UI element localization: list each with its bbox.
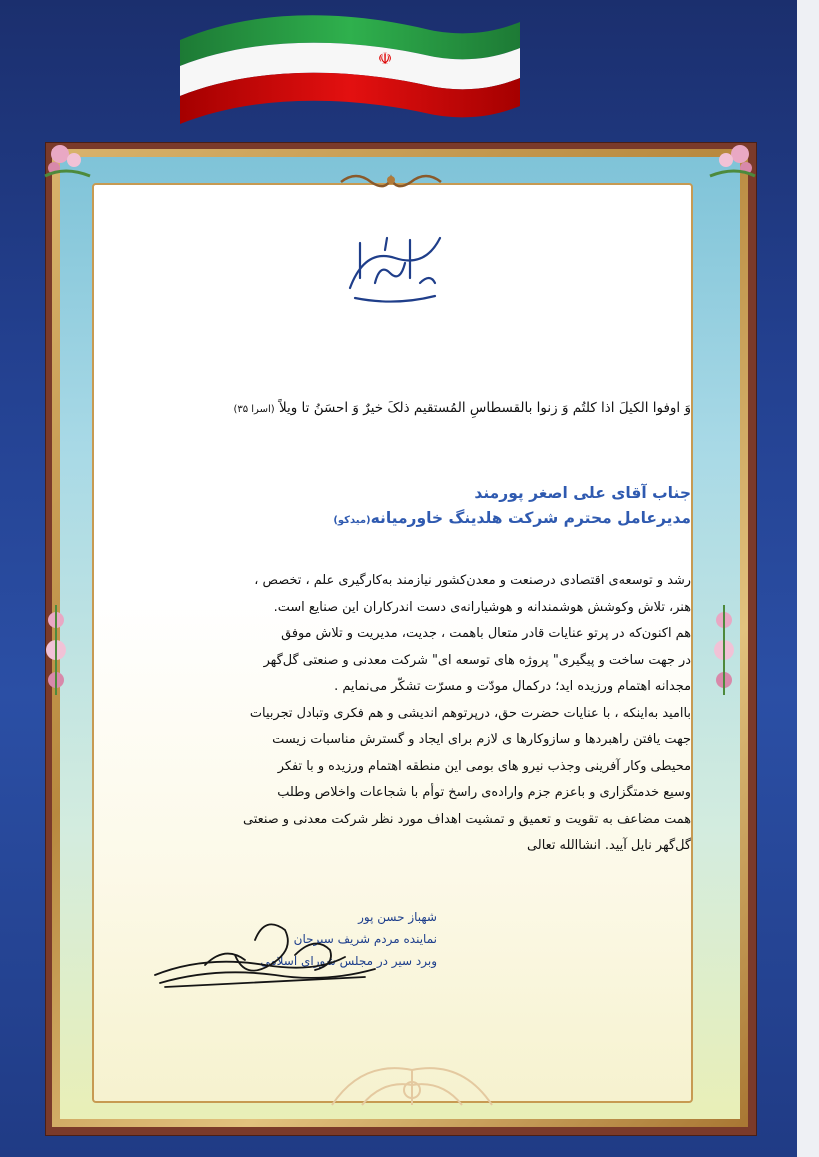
svg-text:☫: ☫ (377, 49, 393, 68)
recipient-title-text: مدیرعامل محترم شرکت هلدینگ خاورمیانه (370, 509, 691, 527)
top-scroll-ornament (336, 170, 446, 192)
basmala-calligraphy-logo (335, 228, 455, 308)
body-line: مجدانه اهتمام ورزیده اید؛ درکمال مودّت و مسرّت تشکّر می‌نمایم . (334, 679, 691, 694)
body-line: هنر، تلاش وکوشش هوشمندانه و هوشیارانه‌ی دست اندرکاران این صنایع است. (273, 599, 691, 615)
body-line: وسیع خدمتگزاری و باعزم جزم واراده‌ی راسخ توأم با شجاعات واخلاص وطلب (277, 785, 691, 800)
corner-flower-ornament (40, 136, 100, 186)
side-flower-ornament (704, 600, 744, 700)
side-flower-ornament (36, 600, 76, 700)
body-line: محیطی وکار آفرینی وجذب نیرو های بومی این منطقه اهتمام ورزیده و با تفکر (277, 758, 691, 774)
verse-reference: (اسرا ۳۵) (233, 404, 275, 415)
signer-role: نماینده مردم شریف سیرجان (293, 932, 437, 946)
handwritten-signature (145, 895, 385, 1005)
body-line: هم اکنون‌که در پرتو عنایات قادر متعال باهمت ، جدیت، مدیریت و تلاش موفق (281, 626, 691, 641)
bottom-arabesque-ornament (322, 1050, 502, 1110)
body-line: در جهت ساخت و پیگیری" پروژه های توسعه ای" شرکت معدنی و صنعتی گل‌گهر (263, 652, 691, 668)
signer-name: شهباز حسن پور (358, 910, 437, 924)
body-line: گل‌گهر نایل آیید. انشاالله تعالی (527, 838, 691, 853)
quran-verse (233, 400, 691, 416)
recipient-title-note: (میدکو) (333, 515, 371, 526)
body-line: جهت یافتن راهبردها و سازوکارها ی لازم برای ایجاد و گسترش مناسبات زیست (272, 732, 691, 747)
body-line: رشد و توسعه‌ی اقتصادی درصنعت و معدن‌کشور نیازمند به‌کارگیری علم ، تخصص ، (254, 573, 691, 588)
scan-margin (797, 0, 819, 1157)
signer-role-2: وبرد سیر در مجلس شورای اسلامی (260, 954, 437, 968)
body-line: باامید به‌اینکه ، با عنایات حضرت حق، درپرتوهم اندیشی و هم فکری وتبادل تجربیات (249, 705, 691, 721)
recipient-name: جناب آقای علی اصغر پورمند (474, 484, 691, 502)
letter-body (131, 568, 691, 860)
recipient-title (333, 509, 691, 527)
corner-flower-ornament (700, 136, 760, 186)
verse-text: وَ اوفوا الکیلَ اذا کلتُم وَ زنوا بالقسطاسِ المُستقیم ذلکَ خیرٌ وَ احسَنُ تا ویلاً (278, 400, 691, 416)
body-line: همت مضاعف به تقویت و تعمیق و تمشیت اهداف مورد نظر شرکت معدنی و صنعتی (242, 811, 691, 827)
